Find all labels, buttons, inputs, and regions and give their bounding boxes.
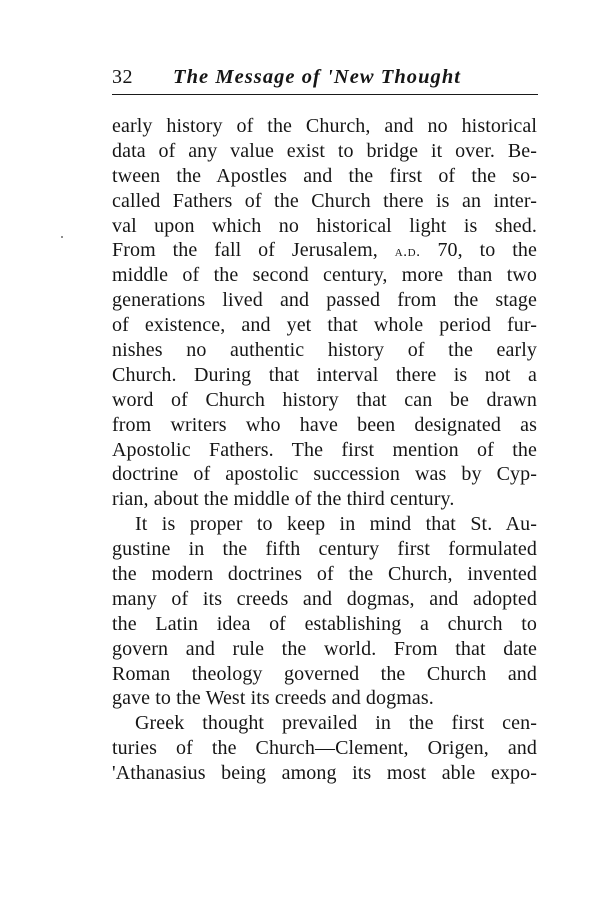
text-line: generations lived and passed from the stage [112,289,537,312]
text-line: tween the Apostles and the first of the so- [112,164,537,187]
text-line: many of its creeds and dogmas, and adopted [112,587,537,610]
text-line: doctrine of apostolic succession was by Cyp- [112,463,537,486]
text-line: from writers who have been designated as [112,413,537,436]
text-line: of existence, and yet that whole period fur- [112,314,537,337]
text-fragment: From the fall of Jerusalem, [112,239,395,262]
scan-speck [61,236,63,238]
body-text [112,114,537,786]
text-line: Apostolic Fathers. The first mention of the [112,438,537,461]
text-line: govern and rule the world. From that date [112,637,537,660]
running-title: The Message of 'New Thought [173,66,462,88]
page-number: 32 [112,66,133,88]
running-head [112,64,537,90]
text-line: the modern doctrines of the Church, invented [112,563,537,586]
header-rule [112,94,538,95]
era-abbreviation: a.d. [394,244,421,261]
text-line: rian, about the middle of the third century. [112,488,455,511]
text-line: nishes no authentic history of the early [112,339,537,362]
text-line: early history of the Church, and no historical [112,115,537,137]
text-line: gustine in the fifth century first formulated [112,538,537,561]
text-line: middle of the second century, more than two [112,264,537,287]
paragraph-start-line: It is proper to keep in mind that St. Au- [135,513,537,536]
text-line: the Latin idea of establishing a church to [112,612,537,635]
text-line: data of any value exist to bridge it over. Be- [112,139,537,162]
text-line: word of Church history that can be drawn [112,388,537,411]
text-line: gave to the West its creeds and dogmas. [112,687,434,710]
paragraph-start-line: Greek thought prevailed in the first cen- [135,712,537,735]
text-line [112,238,537,263]
text-line: Church. During that interval there is not a [112,363,537,386]
text-fragment: 70, to the [420,239,537,262]
text-line: 'Athanasius being among its most able expo- [112,762,537,785]
text-line: Roman theology governed the Church and [112,662,537,685]
text-line: val upon which no historical light is shed. [112,214,537,237]
text-line: turies of the Church—Clement, Origen, and [112,737,537,760]
text-line: called Fathers of the Church there is an inter- [112,189,537,212]
